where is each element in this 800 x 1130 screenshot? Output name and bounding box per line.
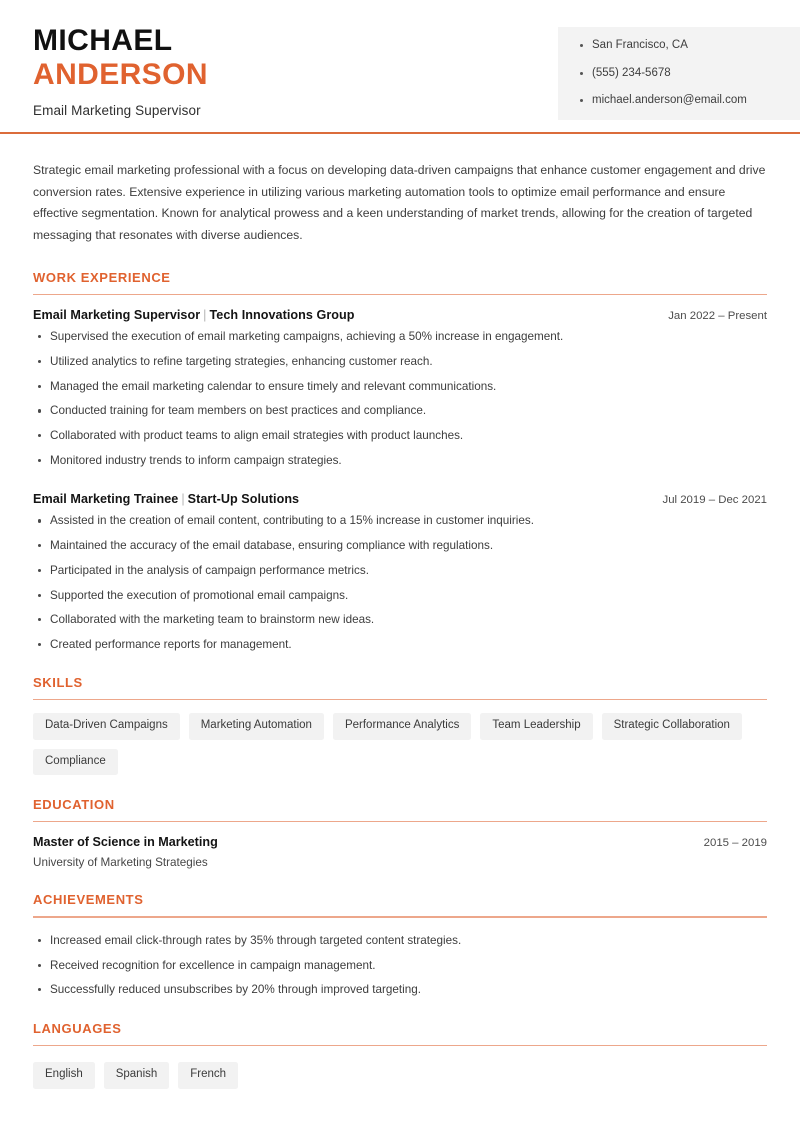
section-title-skills: SKILLS	[33, 674, 83, 690]
contact-email-text: michael.anderson@email.com	[592, 94, 747, 106]
section-divider	[33, 699, 767, 700]
section-title-education: EDUCATION	[33, 797, 115, 813]
section-skills	[33, 675, 767, 775]
bullet-item: Received recognition for excellence in campaign management.	[33, 960, 767, 972]
contact-info-box	[558, 27, 800, 120]
bullet-item: Supported the execution of promotional email campaigns.	[33, 590, 767, 602]
bullet-item: Supervised the execution of email marketing campaigns, achieving a 50% increase in engagement.	[33, 331, 767, 343]
bullet-item: Successfully reduced unsubscribes by 20% through improved targeting.	[33, 984, 767, 996]
section-title-achievements: ACHIEVEMENTS	[33, 892, 144, 908]
resume-content	[0, 160, 800, 1089]
experience-entry	[33, 492, 767, 650]
language-tag[interactable]: French	[178, 1062, 238, 1089]
experience-company: Tech Innovations Group	[209, 308, 355, 323]
bullet-item: Collaborated with the marketing team to brainstorm new ideas.	[33, 614, 767, 626]
skill-tag[interactable]: Strategic Collaboration	[602, 713, 742, 740]
section-education	[33, 797, 767, 869]
experience-role: Email Marketing Trainee	[33, 492, 179, 507]
header-divider	[0, 132, 800, 134]
section-divider	[33, 821, 767, 822]
education-date: 2015 – 2019	[703, 837, 767, 850]
experience-date: Jan 2022 – Present	[668, 310, 767, 323]
experience-entry-header	[33, 492, 767, 506]
contact-phone-text: (555) 234-5678	[592, 66, 671, 79]
bullet-item: Increased email click-through rates by 35% through targeted content strategies.	[33, 935, 767, 947]
title-separator: |	[203, 308, 207, 323]
skill-tag[interactable]: Compliance	[33, 749, 118, 776]
experience-date: Jul 2019 – Dec 2021	[662, 494, 767, 507]
bullet-item: Conducted training for team members on best practices and compliance.	[33, 405, 767, 417]
contact-item-phone	[580, 68, 800, 80]
section-work-experience	[33, 270, 767, 651]
last-name: ANDERSON	[33, 57, 208, 91]
resume-header	[0, 0, 800, 133]
experience-bullet-list	[33, 331, 767, 466]
section-divider	[33, 1045, 767, 1046]
experience-title-line	[33, 492, 299, 506]
bullet-dot-icon	[580, 72, 583, 75]
contact-item-email	[580, 95, 800, 107]
professional-summary: Strategic email marketing professional with a focus on developing data-driven campaigns that enhance customer engagement and drive conversion rates. Extensive experience in utilizing various marketing automation tools to optimize email performance and ensure effective segmentation. Known for analytical prowess and a keen understanding of market trends, allowing for the creation of targeted messaging that resonates with diverse audiences.	[33, 163, 766, 243]
bullet-item: Participated in the analysis of campaign performance metrics.	[33, 565, 767, 577]
section-title-work-experience: WORK EXPERIENCE	[33, 269, 171, 285]
bullet-dot-icon	[580, 44, 583, 47]
bullet-dot-icon	[580, 99, 583, 102]
experience-company: Start-Up Solutions	[187, 492, 300, 507]
experience-title-line	[33, 308, 355, 322]
language-tag[interactable]: English	[33, 1062, 95, 1089]
bullet-item: Created performance reports for management.	[33, 639, 767, 651]
contact-item-location	[580, 40, 800, 52]
section-divider	[33, 916, 767, 917]
title-separator: |	[181, 492, 185, 507]
bullet-item: Assisted in the creation of email content, contributing to a 15% increase in customer inquiries.	[33, 515, 767, 527]
section-title-languages: LANGUAGES	[33, 1020, 122, 1036]
education-entry	[33, 835, 767, 869]
contact-location-text: San Francisco, CA	[592, 39, 688, 51]
languages-tag-list	[33, 1062, 769, 1089]
education-degree: Master of Science in Marketing	[33, 835, 218, 850]
experience-entry-header	[33, 308, 767, 322]
achievements-bullet-list	[33, 935, 767, 996]
section-languages	[33, 1021, 767, 1089]
identity-block	[0, 0, 208, 118]
skill-tag[interactable]: Marketing Automation	[189, 713, 324, 740]
experience-bullet-list	[33, 515, 767, 650]
bullet-item: Managed the email marketing calendar to ensure timely and relevant communications.	[33, 381, 767, 393]
skills-tag-list	[33, 713, 769, 775]
section-achievements	[33, 892, 767, 996]
bullet-item: Utilized analytics to refine targeting strategies, enhancing customer reach.	[33, 356, 767, 368]
skill-tag[interactable]: Data-Driven Campaigns	[33, 713, 180, 740]
education-school: University of Marketing Strategies	[33, 856, 208, 870]
education-entry-header	[33, 835, 767, 849]
bullet-item: Collaborated with product teams to align email strategies with product launches.	[33, 430, 767, 442]
skill-tag[interactable]: Performance Analytics	[333, 713, 471, 740]
skill-tag[interactable]: Team Leadership	[480, 713, 592, 740]
experience-entry	[33, 308, 767, 466]
first-name: MICHAEL	[33, 24, 173, 57]
bullet-item: Monitored industry trends to inform campaign strategies.	[33, 455, 767, 467]
section-divider	[33, 294, 767, 295]
language-tag[interactable]: Spanish	[104, 1062, 170, 1089]
experience-role: Email Marketing Supervisor	[33, 308, 201, 323]
bullet-item: Maintained the accuracy of the email database, ensuring compliance with regulations.	[33, 540, 767, 552]
headline-job-title: Email Marketing Supervisor	[33, 102, 201, 118]
